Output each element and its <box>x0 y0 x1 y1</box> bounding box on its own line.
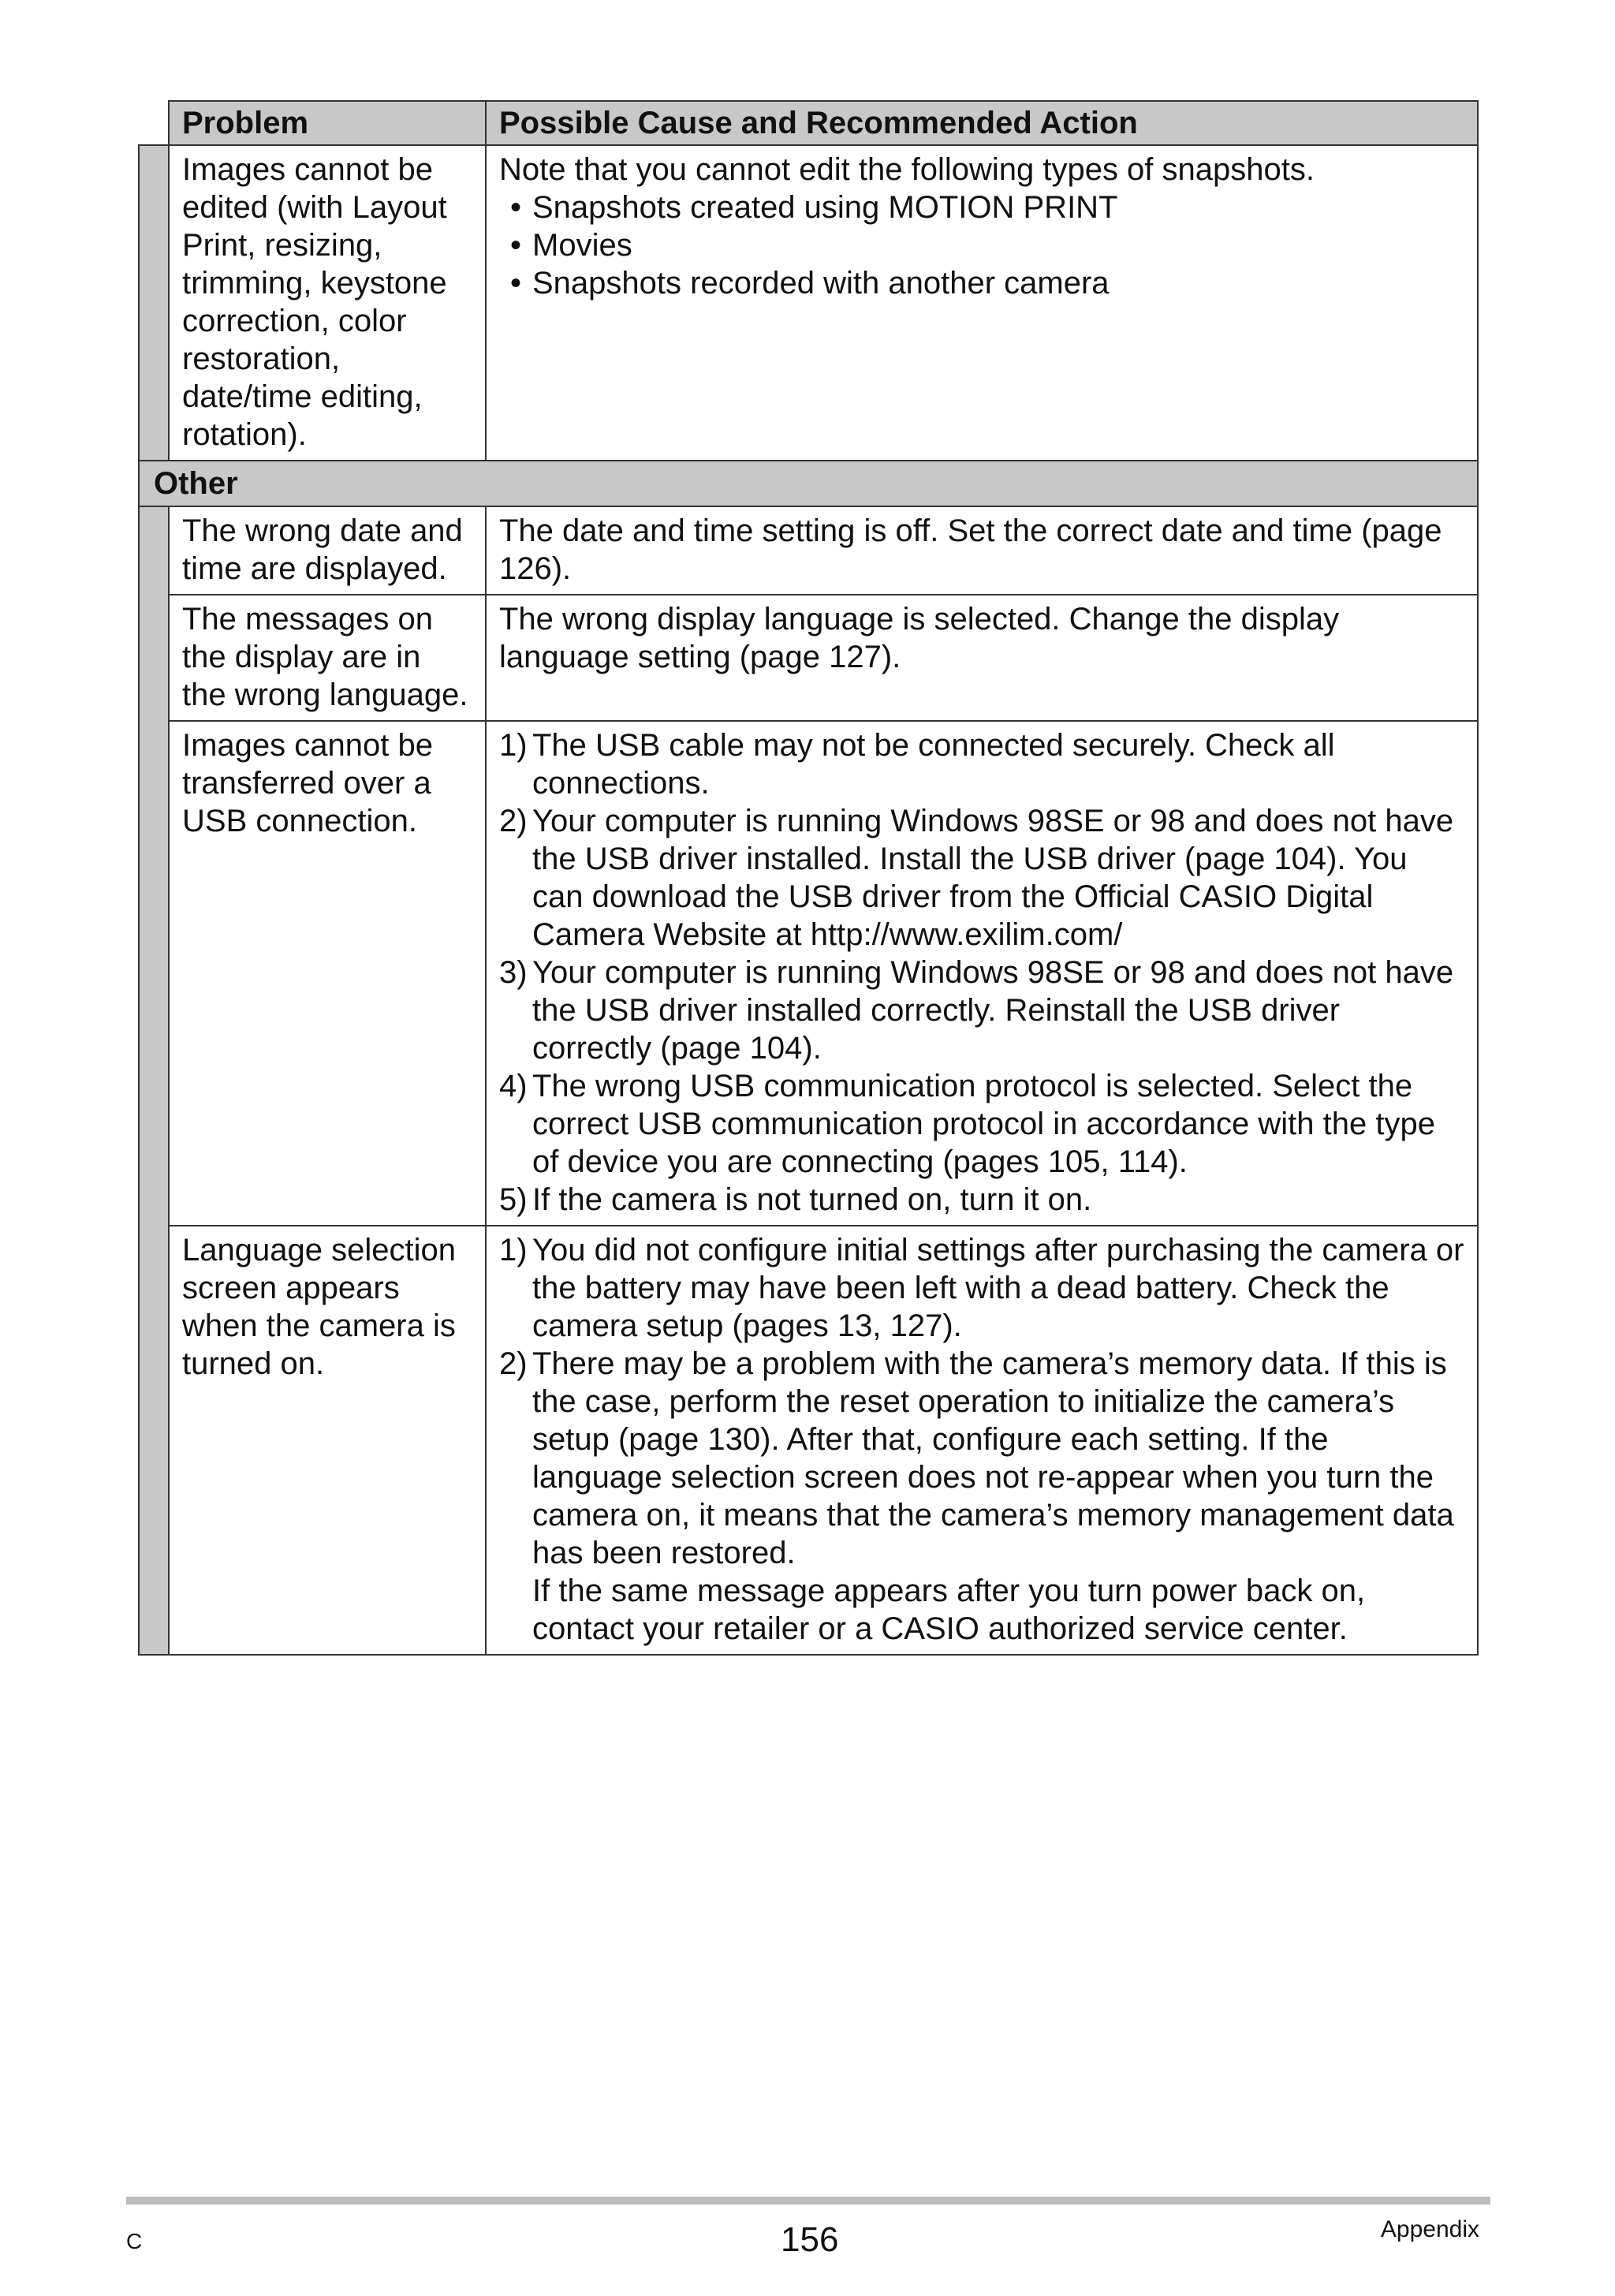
problem-cell: The wrong date and time are displayed. <box>169 506 486 595</box>
bullet-icon: • <box>509 266 521 301</box>
problem-cell: Images cannot be edited (with Layout Print, resizing, trimming, keystone correction, color restoration, date/time editing, rotation). <box>169 145 486 461</box>
problem-cell: The messages on the display are in the wrong language. <box>169 595 486 721</box>
list-item: 2) Your computer is running Windows 98SE or 98 and does not have the USB driver installed. Install the USB driver (page 104). You can download the USB driver from the Official CASIO Digital Camera Website at http://www.exilim.com/ <box>499 804 1454 952</box>
cause-cell <box>486 1226 1478 1655</box>
footer-rule <box>126 2197 1490 2205</box>
bullet-icon: • <box>509 228 521 263</box>
list-item: 1) The USB cable may not be connected securely. Check all connections. <box>499 728 1335 801</box>
header-problem: Problem <box>169 101 486 145</box>
bullet-icon: • <box>509 190 521 225</box>
header-cause: Possible Cause and Recommended Action <box>486 101 1478 145</box>
list-item: 4) The wrong USB communication protocol is selected. Select the correct USB communication protocol in accordance with the type of device you are connecting (pages 105, 114). <box>499 1069 1435 1179</box>
table-row <box>139 595 1478 721</box>
list-item: • Snapshots created using MOTION PRINT <box>499 189 1464 226</box>
category-label: Other <box>139 461 1478 506</box>
problem-cell: Language selection screen appears when the camera is turned on. <box>169 1226 486 1655</box>
list-item: 1) You did not configure initial settings after purchasing the camera or the battery may have been left with a dead battery. Check the camera setup (pages 13, 127). <box>499 1233 1464 1343</box>
category-side-bar <box>139 506 169 1655</box>
continuation-text: If the same message appears after you turn power back on, contact your retailer or a CASIO authorized service center. <box>532 1574 1366 1646</box>
cause-cell: The date and time setting is off. Set the correct date and time (page 126). <box>486 506 1478 595</box>
cause-cell: The wrong display language is selected. Change the display language setting (page 127). <box>486 595 1478 721</box>
cause-cell <box>486 145 1478 461</box>
section-label: Appendix <box>1380 2216 1479 2242</box>
header-corner <box>139 101 169 145</box>
table-row <box>139 1226 1478 1655</box>
list-item: • Movies <box>499 226 1464 264</box>
table-row <box>139 145 1478 461</box>
troubleshooting-table <box>138 100 1479 1656</box>
cause-intro: Note that you cannot edit the following types of snapshots. <box>499 152 1315 187</box>
footer-left-mark: C <box>126 2229 143 2253</box>
table-row <box>139 506 1478 595</box>
list-item: • Snapshots recorded with another camera <box>499 264 1464 302</box>
problem-cell: Images cannot be transferred over a USB connection. <box>169 721 486 1226</box>
table-header-row <box>139 101 1478 145</box>
list-item: 3) Your computer is running Windows 98SE or 98 and does not have the USB driver installed correctly. Reinstall the USB driver correctly (page 104). <box>499 955 1454 1066</box>
table-row <box>139 721 1478 1226</box>
list-item: 5) If the camera is not turned on, turn it on. <box>499 1182 1092 1217</box>
list-item: 2) There may be a problem with the camera’s memory data. If this is the case, perform the reset operation to initialize the camera’s setup (page 130). After that, configure each setting. If the language selection screen does not re-appear when you turn the camera on, it means that the camera’s memory management data has been restored. <box>499 1346 1454 1570</box>
page-number: 156 <box>781 2220 839 2259</box>
cause-cell <box>486 721 1478 1226</box>
category-side-bar <box>139 145 169 461</box>
category-row <box>139 461 1478 506</box>
